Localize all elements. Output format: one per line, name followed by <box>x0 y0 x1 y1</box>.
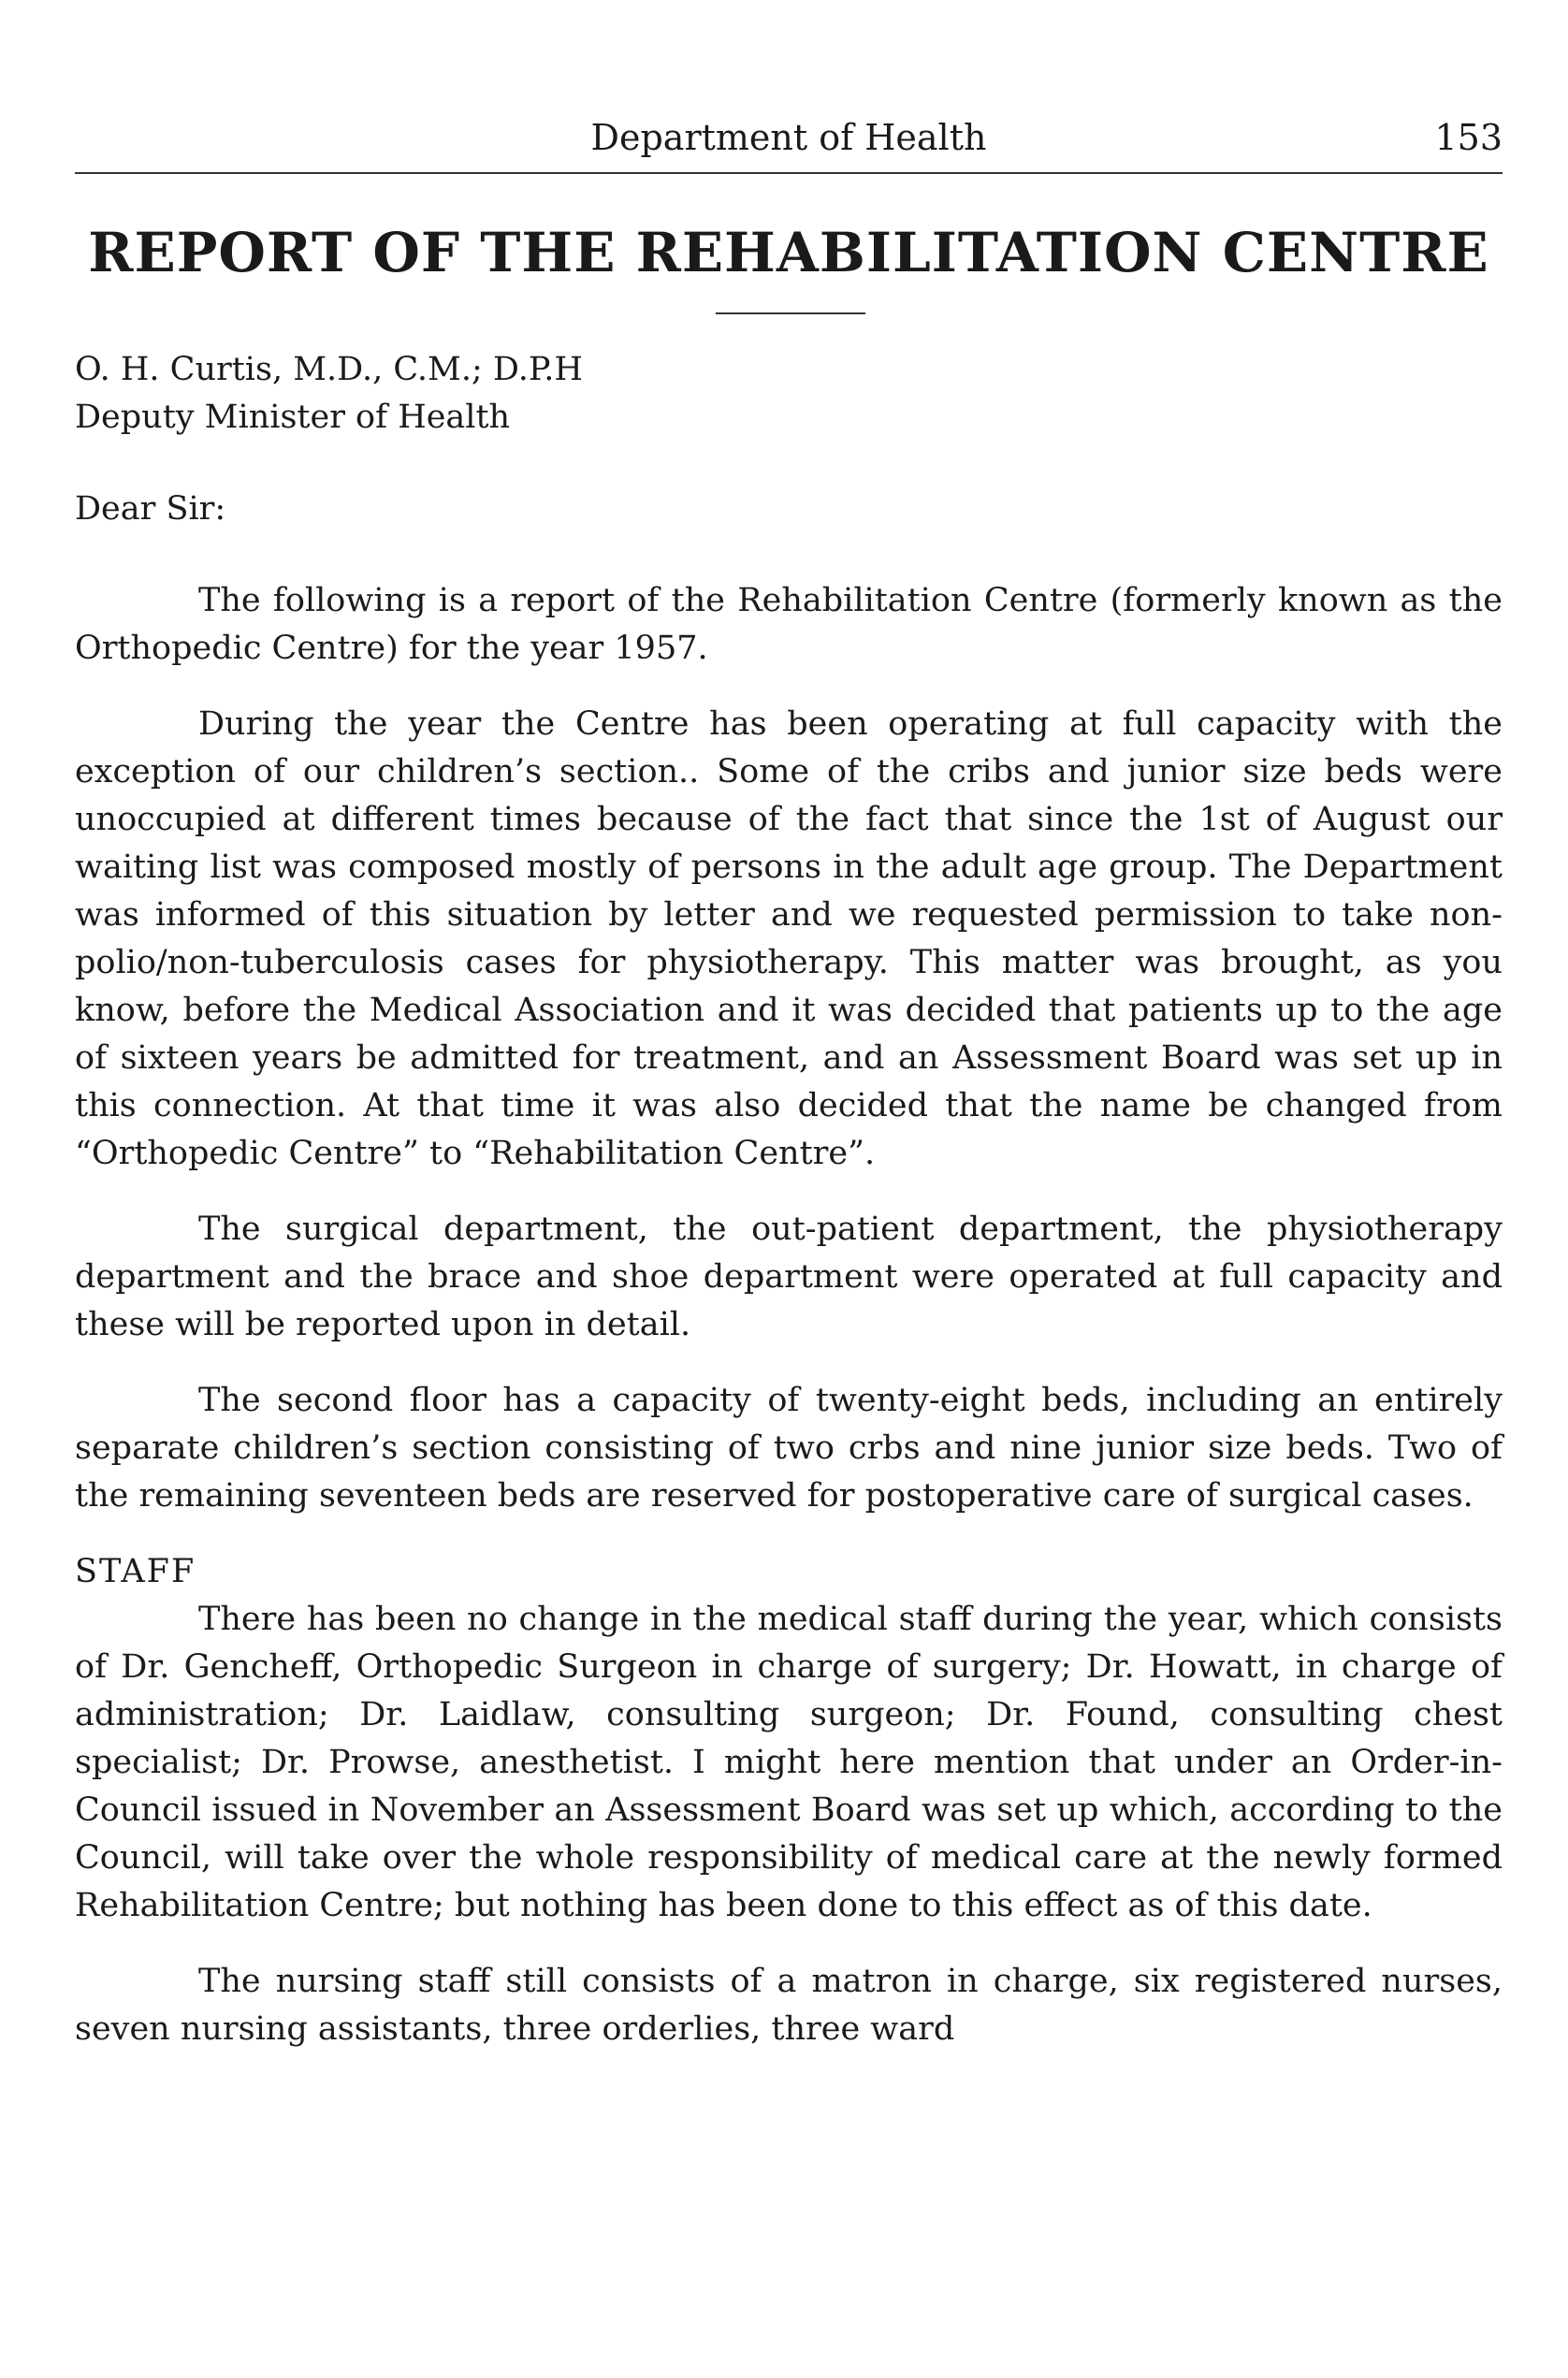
addressee-block <box>75 346 1503 442</box>
salutation: Dear Sir: <box>75 490 226 528</box>
document-page <box>75 0 1503 2378</box>
paragraph-second-floor: The second floor has a capacity of twenty-eight beds, including an entirely separate children’s section consisting of two crbs and nine junior size beds. Two of the remaining seventeen beds are reserved for postoperative care of surgical cases. <box>75 1382 1503 1515</box>
paragraph-nursing-staff: The nursing staff still consists of a matron in charge, six registered nurses, seven nursing assistants, three orderlies, three ward <box>75 1963 1503 2048</box>
paragraph-intro: The following is a report of the Rehabilitation Centre (formerly known as the Orthopedic Centre) for the year 1957. <box>75 582 1503 667</box>
page-number: 153 <box>1434 117 1503 158</box>
header-title: Department of Health <box>590 117 987 158</box>
report-title: REPORT OF THE REHABILITATION CENTRE <box>88 221 1489 284</box>
header-rule <box>75 172 1503 174</box>
title-rule <box>716 312 865 314</box>
addressee-name: O. H. Curtis, M.D., C.M.; D.P.H <box>75 351 583 388</box>
section-heading-staff: STAFF <box>75 1553 196 1590</box>
paragraph-departments: The surgical department, the out-patient department, the physiotherapy department and the brace and shoe department were operated at full capacity and these will be reported upon in detail. <box>75 1211 1503 1343</box>
addressee-position: Deputy Minister of Health <box>75 399 511 436</box>
paragraph-capacity: During the year the Centre has been operating at full capacity with the exception of our children’s section.. Some of the cribs and junior size beds were unoccupied at different times because of the fact that since the 1st of August our waiting list was composed mostly of persons in the adult age group. The Department was informed of this situation by letter and we requested permission to take non-polio/non-tuberculosis cases for physiotherapy. This matter was brought, as you know, before the Medical Association and it was decided that patients up to the age of sixteen years be admitted for treatment, and an Assessment Board was set up in this connection. At that time it was also decided that the name be changed from “Orthopedic Centre” to “Rehabilitation Centre”. <box>75 705 1503 1172</box>
report-body <box>75 346 1503 2053</box>
running-header <box>75 114 1503 161</box>
paragraph-medical-staff: There has been no change in the medical staff during the year, which consists of Dr. Gencheff, Orthopedic Surgeon in charge of surgery; Dr. Howatt, in charge of administration; Dr. Laidlaw, consulting surgeon; Dr. Found, consulting chest specialist; Dr. Prowse, anesthetist. I might here mention that under an Order-in-Council issued in November an Assessment Board was set up which, according to the Council, will take over the whole responsibility of medical care at the newly formed Rehabilitation Centre; but nothing has been done to this effect as of this date. <box>75 1601 1503 1924</box>
